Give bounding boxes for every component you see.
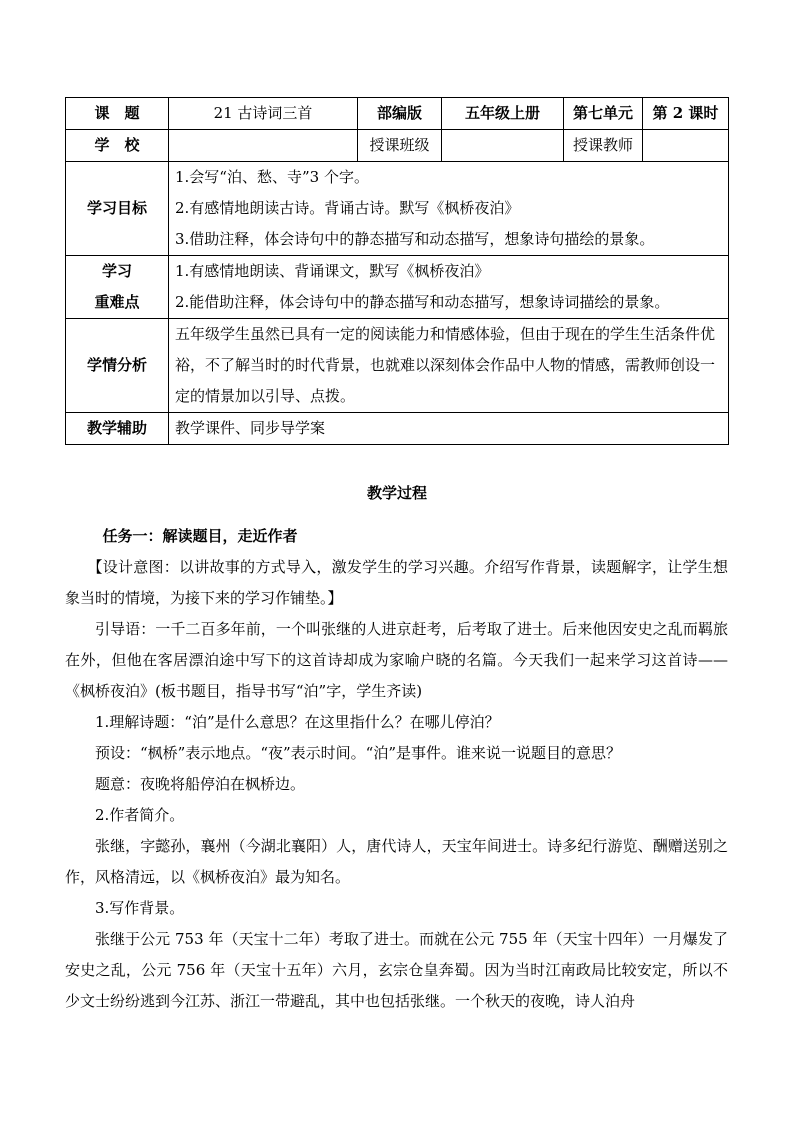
teacher-label: 授课教师: [564, 130, 643, 162]
grade-cell: 五年级上册: [442, 98, 564, 130]
keypoint-item: 1.有感情地朗读、背诵课文，默写《枫桥夜泊》: [175, 262, 490, 280]
table-row-analysis: [66, 319, 729, 413]
aids-label: 教学辅助: [66, 413, 169, 445]
teacher-value: [643, 130, 729, 162]
table-row-aids: [66, 413, 729, 445]
paragraph: 张继，字懿孙，襄州（今湖北襄阳）人，唐代诗人，天宝年间进士。诗多纪行游览、酬赠送别之作，风格清远，以《枫桥夜泊》最为知名。: [65, 837, 728, 886]
table-row-goals: [66, 162, 729, 256]
unit-cell: 第七单元: [564, 98, 643, 130]
table-row-keypoints: [66, 256, 729, 319]
lesson-label: 课 题: [66, 98, 169, 130]
paragraph: 张继于公元 753 年（天宝十二年）考取了进士。而就在公元 755 年（天宝十四年）一月爆发了安史之乱，公元 756 年（天宝十五年）六月，玄宗仓皇奔蜀。因为当时江南政局比较安定，所以不少文士纷纷逃到今江苏、浙江一带避乱，其中也包括张继。一个秋天的夜晚，诗人泊舟: [65, 930, 728, 1010]
lesson-info-table: [65, 97, 729, 445]
goal-item: 2.有感情地朗读古诗。背诵古诗。默写《枫桥夜泊》: [175, 199, 520, 217]
paragraph: 2.作者简介。: [95, 806, 185, 824]
keypoints-label: 学习 重难点: [66, 256, 169, 319]
paragraph: 题意：夜晚将船停泊在枫桥边。: [95, 775, 306, 793]
lesson-title: 21 古诗词三首: [169, 98, 358, 130]
goal-item: 3.借助注释，体会诗句中的静态描写和动态描写，想象诗句描绘的景象。: [175, 230, 655, 248]
analysis-content: 五年级学生虽然已具有一定的阅读能力和情感体验，但由于现在的学生生活条件优裕，不了解当时的时代背景，也就难以深刻体会作品中人物的情感，需教师创设一定的情景加以引导、点拨。: [169, 319, 729, 413]
design-note: 【设计意图：以讲故事的方式导入，激发学生的学习兴趣。介绍写作背景，读题解字，让学生想象当时的情境，为接下来的学习作铺垫。】: [65, 558, 728, 607]
table-row-school: [66, 130, 729, 162]
keypoint-item: 2.能借助注释，体会诗句中的静态描写和动态描写，想象诗词描绘的景象。: [175, 293, 670, 311]
school-label: 学 校: [66, 130, 169, 162]
analysis-label: 学情分析: [66, 319, 169, 413]
section-title: 教学过程: [366, 484, 427, 502]
keypoints-content: [169, 256, 729, 319]
class-value: [442, 130, 564, 162]
goals-content: [169, 162, 729, 256]
process-content: [65, 521, 728, 1017]
goals-label: 学习目标: [66, 162, 169, 256]
school-value: [169, 130, 358, 162]
goal-item: 1.会写“泊、愁、寺”3 个字。: [175, 168, 369, 186]
table-row-lesson: [66, 98, 729, 130]
task-heading: 任务一：解读题目，走近作者: [102, 527, 298, 545]
edition-cell: 部编版: [358, 98, 442, 130]
aids-content: 教学课件、同步导学案: [169, 413, 729, 445]
paragraph: 引导语：一千二百多年前，一个叫张继的人进京赶考，后考取了进士。后来他因安史之乱而羁旅在外，但他在客居漂泊途中写下的这首诗却成为家喻户晓的名篇。今天我们一起来学习这首诗——《枫桥夜泊》(板书题目，指导书写“泊”字，学生齐读): [65, 620, 728, 700]
period-cell: 第 2 课时: [643, 98, 729, 130]
paragraph: 3.写作背景。: [95, 899, 185, 917]
class-label: 授课班级: [358, 130, 442, 162]
paragraph: 预设：“枫桥”表示地点。“夜”表示时间。“泊”是事件。谁来说一说题目的意思？: [95, 744, 622, 762]
paragraph: 1.理解诗题：“泊”是什么意思？在这里指什么？在哪儿停泊？: [95, 713, 500, 731]
